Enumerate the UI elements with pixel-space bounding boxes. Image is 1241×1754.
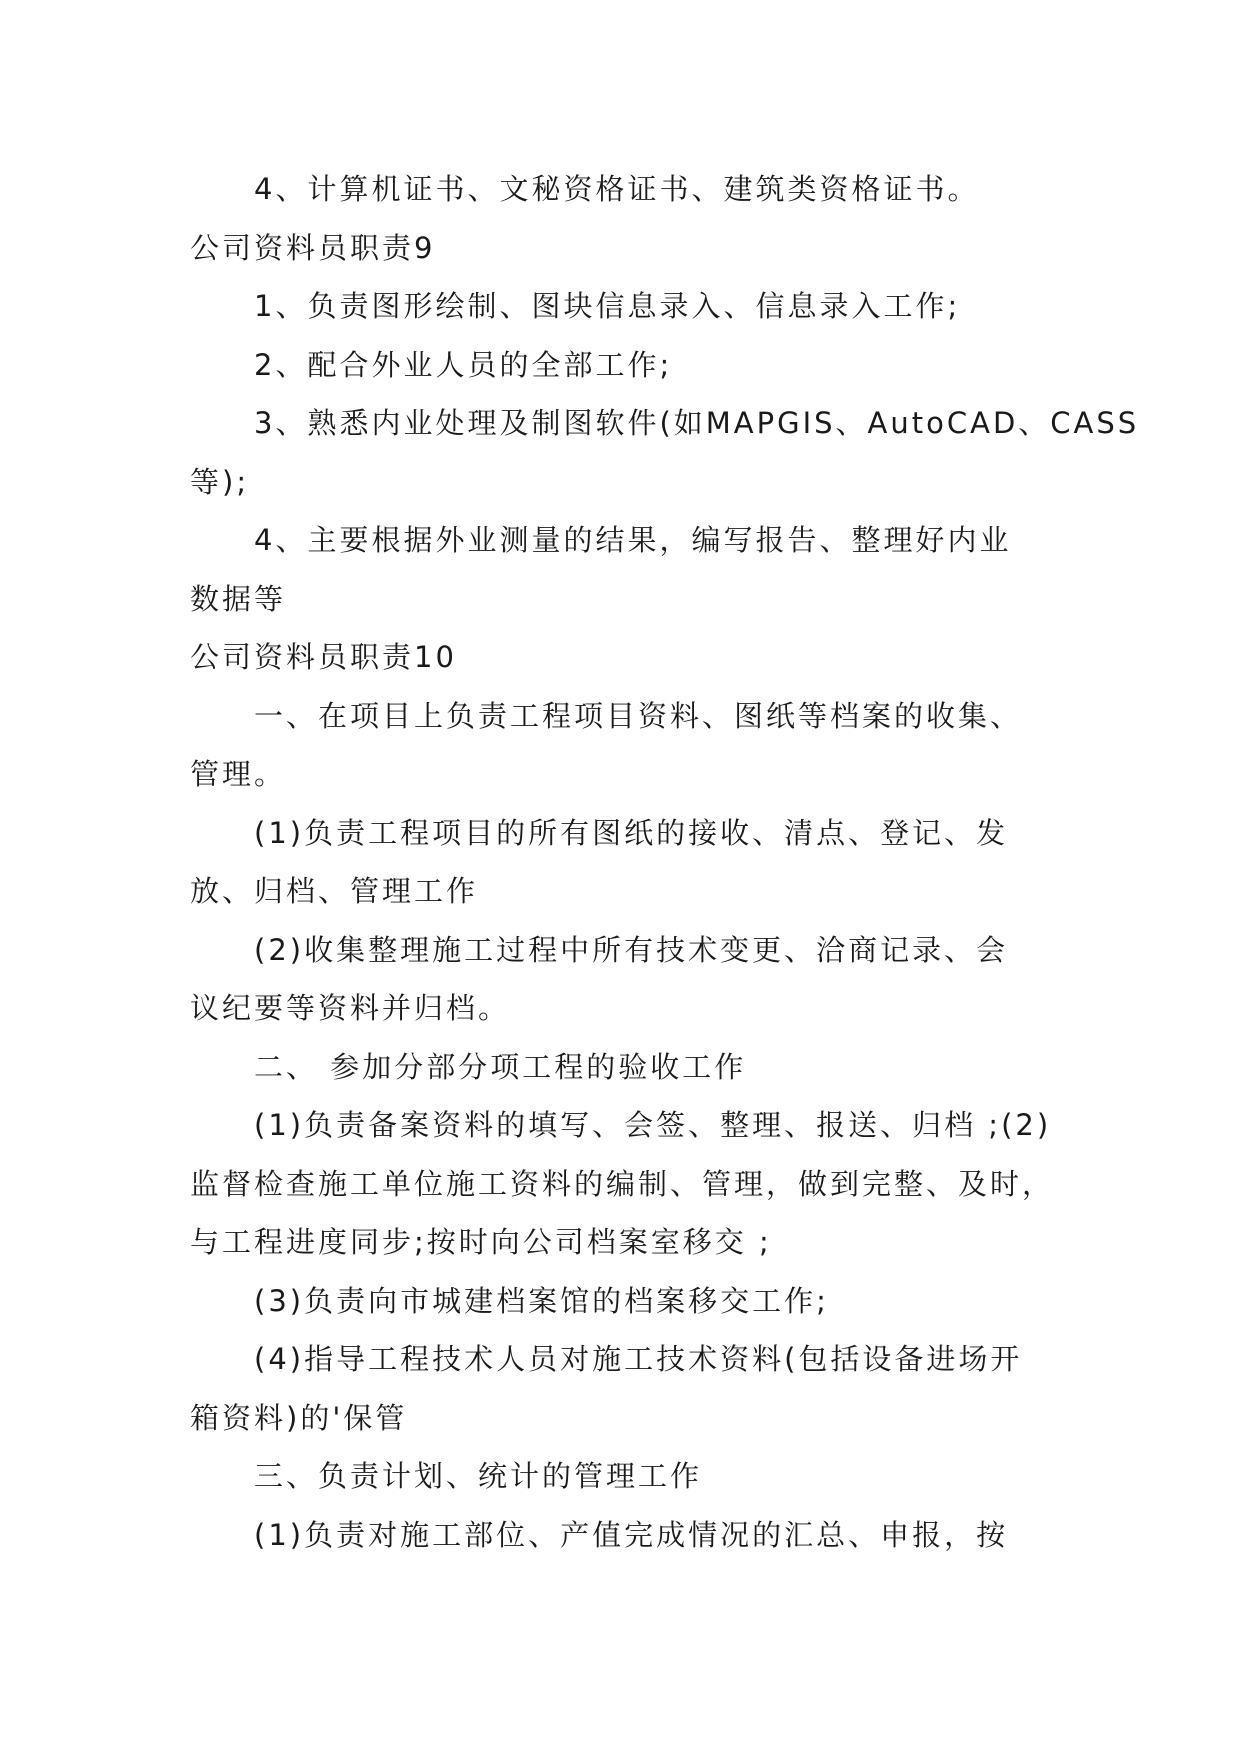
paragraph-line: (4)指导工程技术人员对施工技术资料(包括设备进场开: [254, 1342, 1023, 1376]
paragraph-line: (1)负责工程项目的所有图纸的接收、清点、登记、发: [254, 815, 1009, 850]
document-body: [190, 160, 1140, 1564]
section-heading-10: 公司资料员职责10: [190, 640, 457, 674]
paragraph-line: 3、熟悉内业处理及制图软件(如MAPGIS、AutoCAD、CASS: [254, 406, 1140, 440]
paragraph-line: 与工程进度同步;按时向公司档案室移交 ;: [190, 1225, 772, 1259]
paragraph-line: 一、在项目上负责工程项目资料、图纸等档案的收集、: [254, 698, 1023, 733]
paragraph-line: 监督检查施工单位施工资料的编制、管理，做到完整、及时，: [190, 1166, 1055, 1201]
paragraph-line: (3)负责向市城建档案馆的档案移交工作;: [254, 1283, 829, 1318]
paragraph-line: 管理。: [190, 757, 287, 791]
paragraph-line: (2)收集整理施工过程中所有技术变更、洽商记录、会: [254, 932, 1009, 967]
paragraph-line: (1)负责备案资料的填写、会签、整理、报送、归档 ;(2): [254, 1108, 1052, 1142]
paragraph-line: 1、负责图形绘制、图块信息录入、信息录入工作;: [254, 289, 961, 323]
paragraph-line: 2、配合外业人员的全部工作;: [254, 347, 673, 382]
paragraph-line: 数据等: [190, 581, 287, 616]
paragraph-line: 箱资料)的'保管: [190, 1400, 408, 1435]
paragraph-line: 二、 参加分部分项工程的验收工作: [254, 1049, 747, 1084]
paragraph-line: 4、主要根据外业测量的结果，编写报告、整理好内业: [254, 523, 1012, 557]
paragraph-line: 等);: [190, 464, 250, 499]
paragraph-line: 三、负责计划、统计的管理工作: [254, 1459, 703, 1493]
paragraph-line: 放、归档、管理工作: [190, 874, 479, 908]
paragraph-line: 4、计算机证书、文秘资格证书、建筑类资格证书。: [254, 172, 980, 206]
paragraph-line: 议纪要等资料并归档。: [190, 991, 511, 1025]
section-heading-9: 公司资料员职责9: [190, 230, 436, 265]
paragraph-line: (1)负责对施工部位、产值完成情况的汇总、申报，按: [254, 1517, 1009, 1552]
